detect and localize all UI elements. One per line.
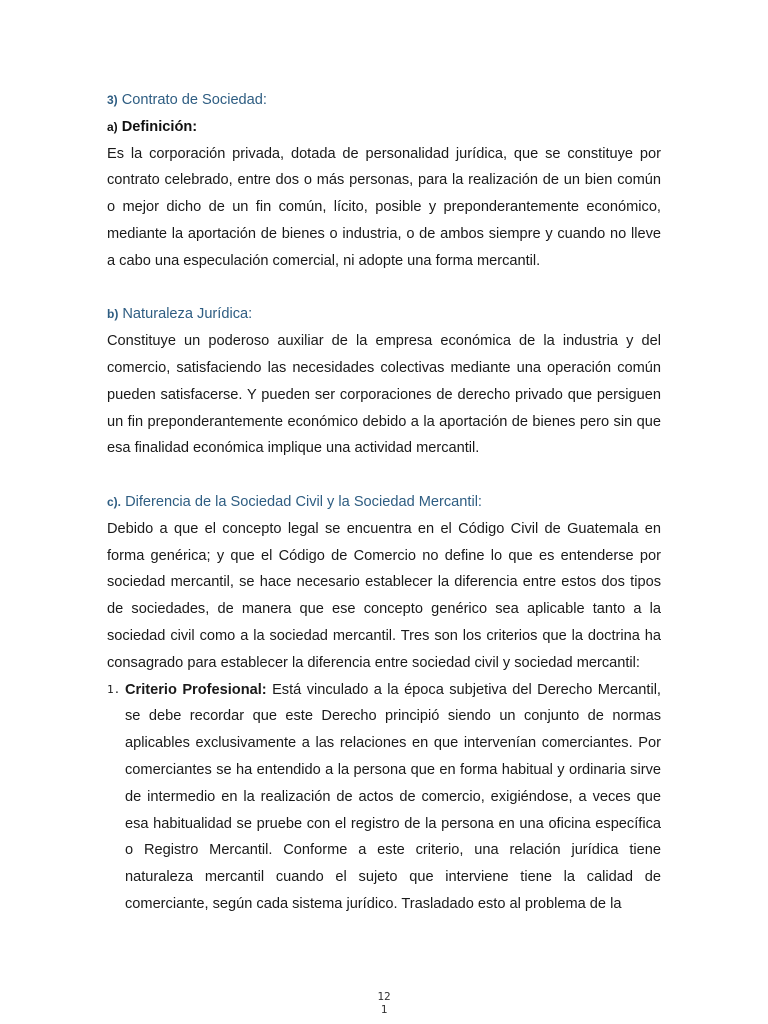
page-content: [107, 87, 661, 918]
paragraph-naturaleza: Constituye un poderoso auxiliar de la empresa económica de la industria y del comercio, satisfaciendo las necesidades colectivas mediante una operación común pueden satisfacerse. Y pueden ser corporaciones de derecho privado que persiguen un fin preponderantemente económico debido a la aportación de bienes pero sin que esa finalidad económica implique una actividad mercantil.: [107, 333, 661, 457]
heading-number: b): [107, 307, 119, 322]
spacer: [107, 275, 661, 302]
heading-title: Diferencia de la Sociedad Civil y la Sociedad Mercantil:: [125, 493, 482, 510]
paragraph-diferencia: Debido a que el concepto legal se encuentra en el Código Civil de Guatemala en forma genérica; y que el Código de Comercio no define lo que es entenderse por sociedad mercantil, se hace necesario establecer la diferencia entre estos dos tipos de sociedades, de manera que ese concepto genérico sea aplicable tanto a la sociedad civil como a la sociedad mercantil. Tres son los criterios que la doctrina ha consagrado para establecer la diferencia entre sociedad civil y sociedad mercantil:: [107, 520, 661, 671]
list-item: [107, 677, 661, 918]
section-heading-contrato: [107, 87, 661, 114]
list-marker: 1.: [107, 682, 121, 696]
heading-naturaleza: [107, 301, 661, 328]
section-title: Contrato de Sociedad:: [121, 92, 267, 108]
heading-diferencia: [107, 489, 661, 516]
subheading-title: Definición:: [121, 118, 198, 135]
paragraph-definicion: Es la corporación privada, dotada de personalidad jurídica, que se constituye por contrato celebrado, entre dos o más personas, para la realización de un bien común o mejor dicho de un fin común, lícito, posible y preponderantemente económico, mediante la aportación de bienes o industria, o de ambos siempre y cuando no lleve a cabo una especulación comercial, ni adopte una forma mercantil.: [107, 145, 661, 269]
page-number: [0, 990, 768, 1016]
subheading-definicion: [107, 114, 661, 141]
spacer: [107, 462, 661, 489]
criterion-text: Está vinculado a la época subjetiva del Derecho Mercantil, se debe recordar que este Derecho principió siendo un conjunto de normas aplicables exclusivamente a las relaciones en que intervenían comerciantes. Por comerciantes se ha entendido a la persona que en forma habitual y ordinaria sirve de intermedio en la realización de actos de comercio, exigiéndose, a veces que esa habitualidad se pruebe con el registro de la persona en una oficina específica o Registro Mercantil. Conforme a este criterio, una relación jurídica tiene naturaleza mercantil cuando el sujeto que interviene tiene la calidad de comerciante, según cada sistema jurídico. Trasladado esto al problema de la: [125, 681, 661, 912]
criteria-list: [107, 677, 661, 918]
subheading-number: a): [107, 119, 118, 134]
heading-number: c).: [107, 494, 122, 509]
criterion-term: Criterio Profesional:: [125, 681, 267, 698]
page-number-line1: 12: [377, 990, 391, 1003]
page-number-line2: 1: [380, 1003, 388, 1016]
section-number: 3): [107, 93, 118, 107]
heading-title: Naturaleza Jurídica:: [122, 306, 253, 323]
